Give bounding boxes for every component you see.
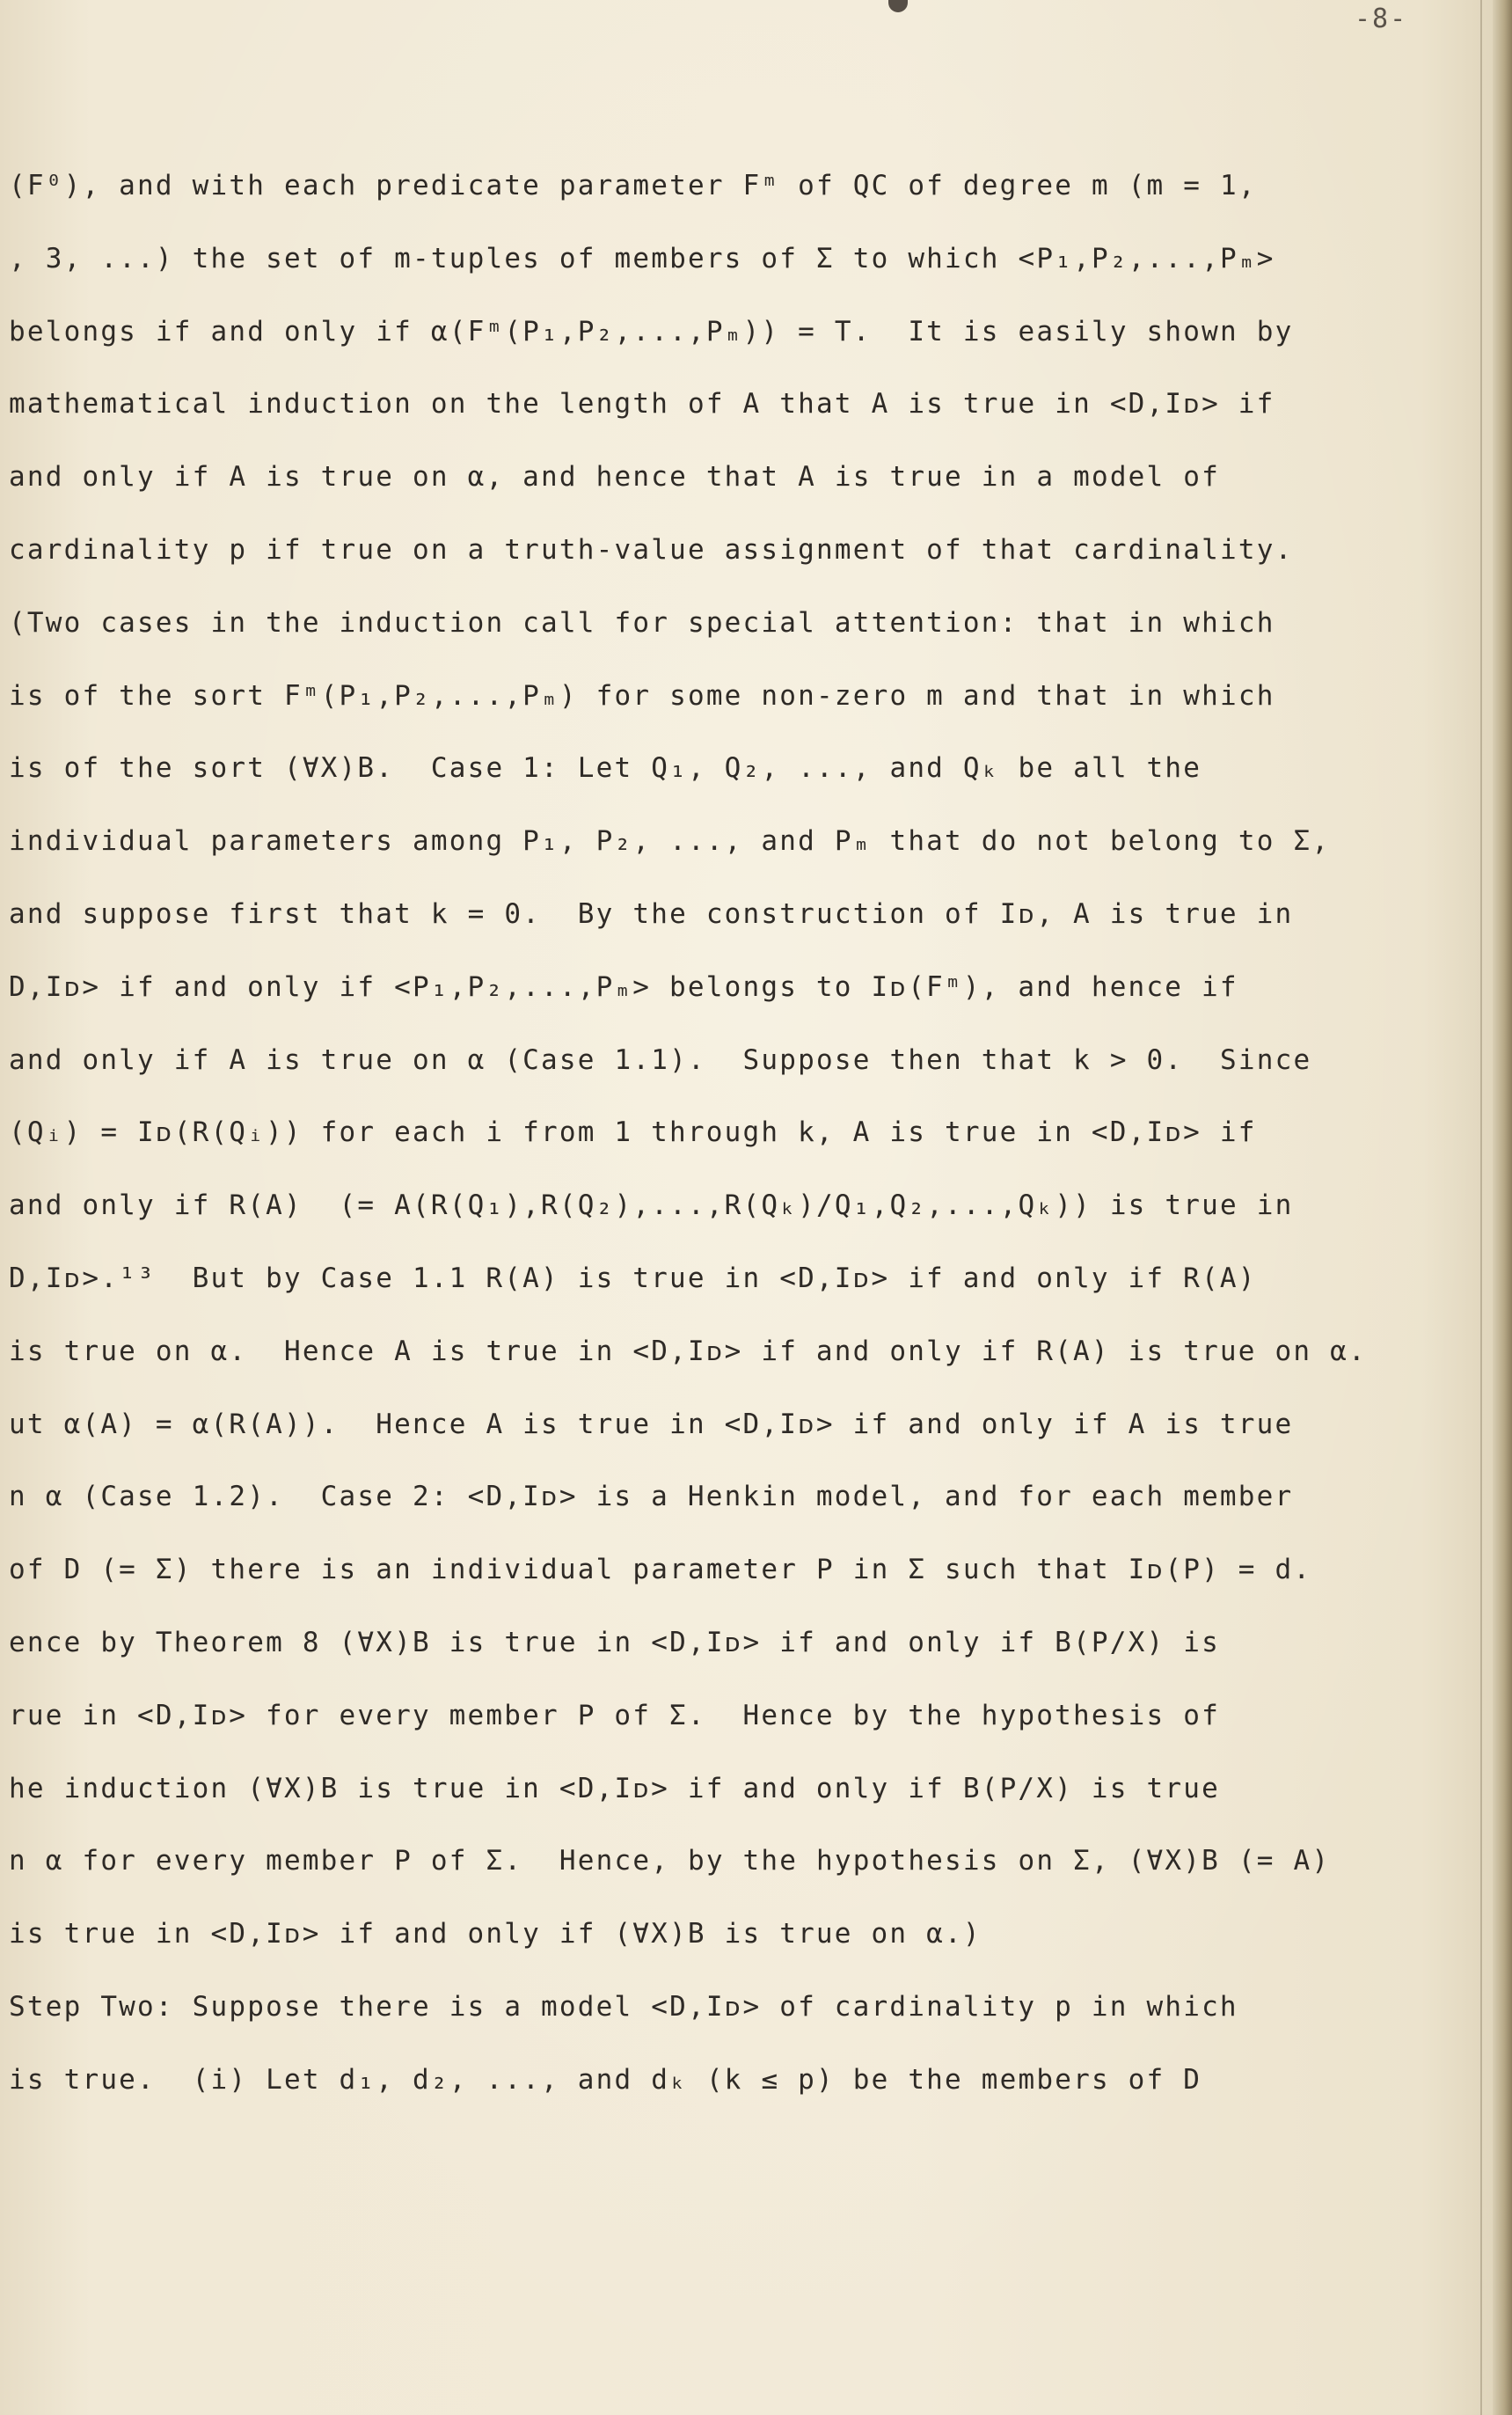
text-line: is of the sort (∀X)B. Case 1: Let Q₁, Q₂, ..., and Qₖ be all the — [9, 752, 1202, 785]
text-line: and only if A is true on α, and hence that A is true in a model of — [9, 461, 1220, 494]
text-line: D,Iᴅ>.¹³ But by Case 1.1 R(A) is true in <D,Iᴅ> if and only if R(A) — [9, 1262, 1257, 1294]
binding-line — [1480, 0, 1482, 2415]
body-text — [9, 150, 1381, 2117]
text-line: n α for every member P of Σ. Hence, by the hypothesis on Σ, (∀X)B (= A) — [9, 1845, 1331, 1877]
text-line: is true on α. Hence A is true in <D,Iᴅ> if and only if R(A) is true on α. — [9, 1335, 1367, 1367]
text-line: (F⁰), and with each predicate parameter Fᵐ of QC of degree m (m = 1, — [9, 170, 1257, 201]
text-line: n α (Case 1.2). Case 2: <D,Iᴅ> is a Henkin model, and for each member — [9, 1481, 1294, 1513]
text-line: individual parameters among P₁, P₂, ..., and Pₘ that do not belong to Σ, — [9, 825, 1331, 858]
text-line: is of the sort Fᵐ(P₁,P₂,...,Pₘ) for some non-zero m and that in which — [9, 679, 1275, 712]
text-line: and only if R(A) (= A(R(Q₁),R(Q₂),...,R(Qₖ)/Q₁,Q₂,...,Qₖ)) is true in — [9, 1189, 1294, 1222]
text-line: he induction (∀X)B is true in <D,Iᴅ> if and only if B(P/X) is true — [9, 1772, 1220, 1804]
text-line: cardinality p if true on a truth-value assignment of that cardinality. — [9, 533, 1294, 566]
text-line: (Qᵢ) = Iᴅ(R(Qᵢ)) for each i from 1 through k, A is true in <D,Iᴅ> if — [9, 1116, 1257, 1149]
text-line: ence by Theorem 8 (∀X)B is true in <D,Iᴅ> if and only if B(P/X) is — [9, 1626, 1220, 1658]
text-line: Step Two: Suppose there is a model <D,Iᴅ> of cardinality p in which — [9, 1990, 1238, 2023]
page-number: -8- — [1355, 4, 1408, 34]
text-line: (Two cases in the induction call for special attention: that in which — [9, 606, 1275, 639]
text-line: D,Iᴅ> if and only if <P₁,P₂,...,Pₘ> belongs to Iᴅ(Fᵐ), and hence if — [9, 970, 1238, 1003]
text-line: and only if A is true on α (Case 1.1). Suppose then that k > 0. Since — [9, 1043, 1312, 1076]
text-line: is true in <D,Iᴅ> if and only if (∀X)B is true on α.) — [9, 1918, 982, 1950]
text-line: of D (= Σ) there is an individual parameter P in Σ such that Iᴅ(P) = d. — [9, 1554, 1312, 1586]
text-line: mathematical induction on the length of A that A is true in <D,Iᴅ> if — [9, 388, 1275, 421]
text-line: is true. (i) Let d₁, d₂, ..., and dₖ (k ≤ p) be the members of D — [9, 2063, 1202, 2096]
text-line: ut α(A) = α(R(A)). Hence A is true in <D,Iᴅ> if and only if A is true — [9, 1408, 1294, 1440]
binding-edge — [1493, 0, 1512, 2415]
text-line: rue in <D,Iᴅ> for every member P of Σ. Hence by the hypothesis of — [9, 1699, 1220, 1731]
ink-mark — [888, 0, 908, 12]
text-line: belongs if and only if α(Fᵐ(P₁,P₂,...,Pₘ)) = T. It is easily shown by — [9, 315, 1294, 348]
text-line: and suppose first that k = 0. By the construction of Iᴅ, A is true in — [9, 897, 1294, 930]
text-line: , 3, ...) the set of m-tuples of members of Σ to which <P₁,P₂,...,Pₘ> — [9, 242, 1275, 274]
